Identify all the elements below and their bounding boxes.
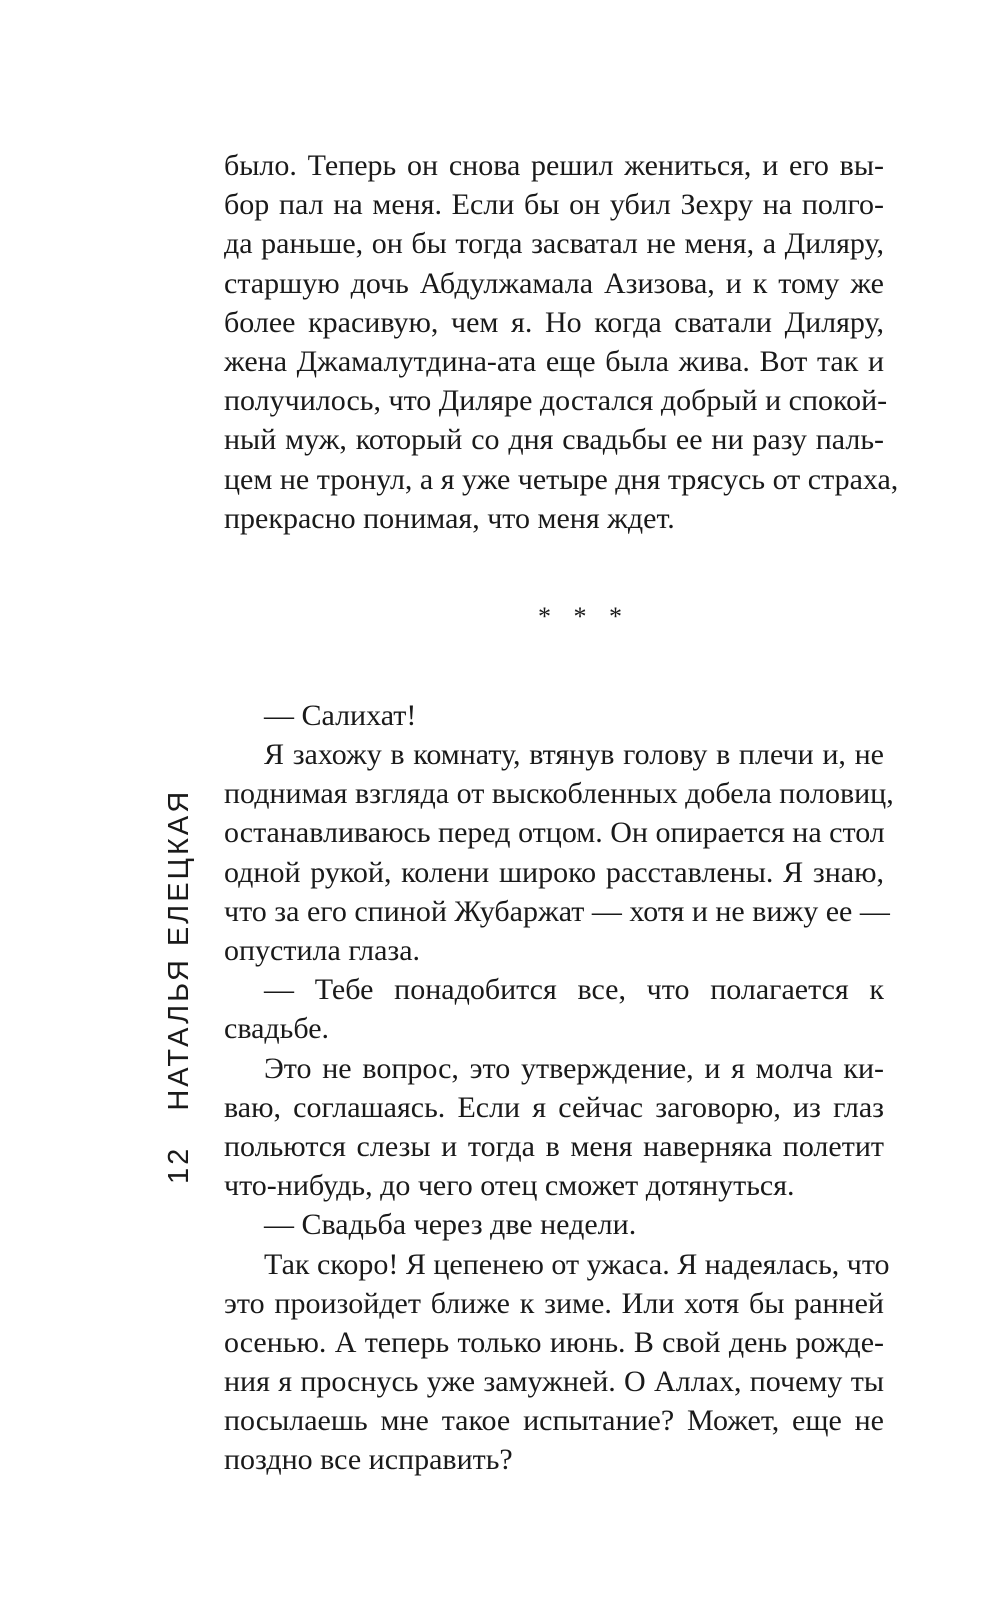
text-line: старшую дочь Абдулжамала Азизова, и к тому же <box>224 266 884 300</box>
text-line: поднимая взгляда от выскобленных добела половиц, <box>224 777 894 811</box>
text-line: поздно все исправить? <box>224 1443 513 1477</box>
text-line: свадьбе. <box>224 1012 330 1046</box>
text-line: получилось, что Диляре достался добрый и спокой- <box>224 384 888 418</box>
spacer <box>224 656 884 696</box>
text-line: бор пал на меня. Если бы он убил Зехру на полго- <box>224 188 884 222</box>
text-line: Я захожу в комнату, втянув голову в плечи и, не <box>264 738 884 772</box>
dialogue-line: — Тебе понадобится все, что полагается к <box>264 973 884 1007</box>
text-line: Это не вопрос, это утверждение, и я молча ки- <box>264 1051 884 1085</box>
text-line: прекрасно понимая, что меня ждет. <box>224 501 675 535</box>
text-line: что за его спиной Жубаржат — хотя и не вижу ее — <box>224 894 890 928</box>
dialogue-line: — Салихат! <box>264 698 417 732</box>
text-line: Так скоро! Я цепенею от ужаса. Я надеялась, что <box>264 1247 890 1281</box>
body-text <box>224 146 899 1480</box>
page-number: 12 <box>163 1145 195 1184</box>
text-line: ваю, соглашаясь. Если я сейчас заговорю, из глаз <box>224 1090 884 1124</box>
author-name: НАТАЛЬЯ ЕЛЕЦКАЯ <box>163 788 195 1111</box>
running-head <box>162 789 196 1185</box>
text-line: останавливаюсь перед отцом. Он опирается на стол <box>224 816 885 850</box>
text-line: ный муж, который со дня свадьбы ее ни разу паль- <box>224 423 884 457</box>
text-line: польются слезы и тогда в меня наверняка полетит <box>224 1129 884 1163</box>
text-line: ния я проснусь уже замужней. О Аллах, почему ты <box>224 1365 884 1399</box>
text-line: что-нибудь, до чего отец сможет дотянуться. <box>224 1169 795 1203</box>
spacer <box>224 538 884 578</box>
dialogue-line: — Свадьба через две недели. <box>264 1208 637 1242</box>
text-line: это произойдет ближе к зиме. Или хотя бы ранней <box>224 1286 884 1320</box>
text-line: цем не тронул, а я уже четыре дня трясусь от страха, <box>224 462 899 496</box>
section-separator: * * * <box>538 601 630 631</box>
text-line: да раньше, он бы тогда засватал не меня, а Диляру, <box>224 227 884 261</box>
text-line: осенью. А теперь только июнь. В свой день рожде- <box>224 1325 884 1359</box>
text-line: было. Теперь он снова решил жениться, и его вы- <box>224 149 884 182</box>
text-line: одной рукой, колени широко расставлены. Я знаю, <box>224 855 884 889</box>
text-line: посылаешь мне такое испытание? Может, еще не <box>224 1404 884 1438</box>
text-line: опустила глаза. <box>224 934 421 967</box>
text-line: жена Джамалутдина-ата еще была жива. Вот так и <box>224 344 884 378</box>
text-line: более красивую, чем я. Но когда сватали Диляру, <box>224 305 884 339</box>
